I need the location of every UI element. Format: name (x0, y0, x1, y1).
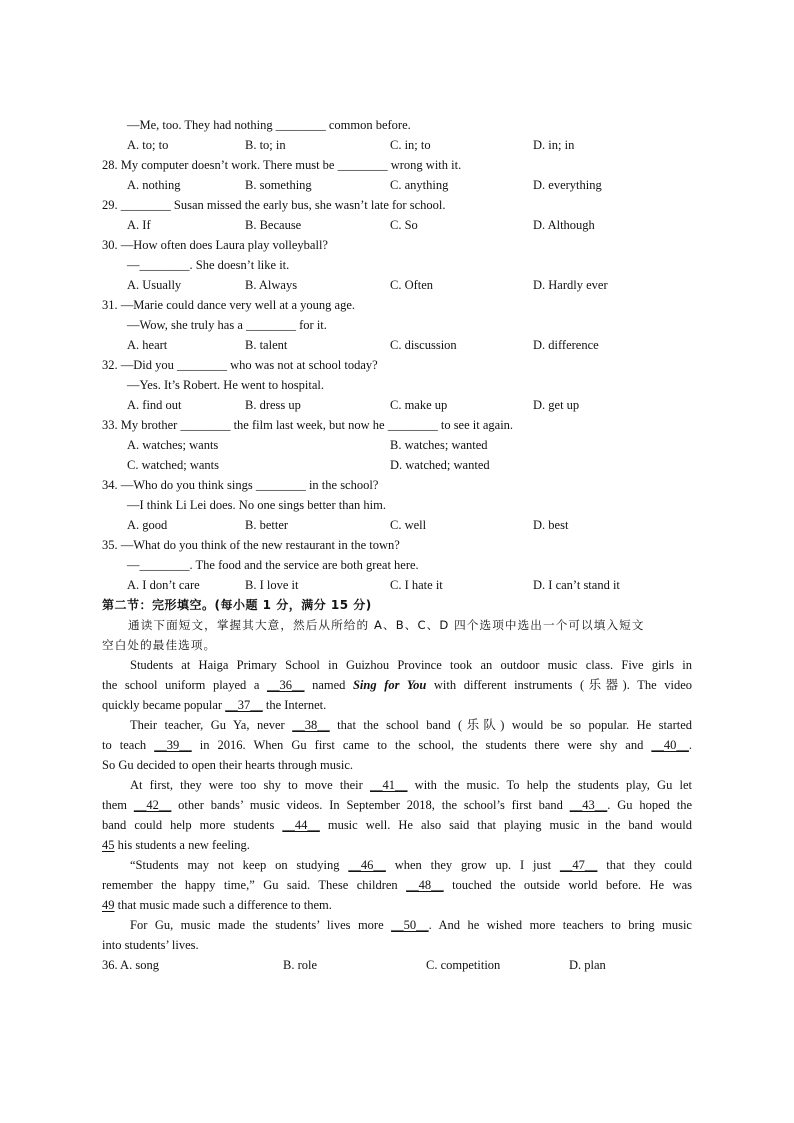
q34-option-c: C. well (390, 518, 427, 532)
q34-option-d: D. best (533, 518, 569, 532)
q31-option-b: B. talent (245, 338, 288, 352)
q31-reply: —Wow, she truly has a ________ for it. (127, 318, 327, 332)
q28-option-d: D. everything (533, 178, 602, 192)
q33-option-a: A. watches; wants (127, 438, 219, 452)
section-title: 第二节：完形填空。(每小题 1 分，满分 15 分) (102, 598, 372, 612)
p3-line-2: them __42__ other bands’ music videos. In September 2018, the school’s first band __43__. Gu hoped the (102, 798, 692, 812)
blank-38: __38__ (292, 718, 330, 732)
p1-line-3: quickly became popular __37__ the Internet. (102, 698, 327, 712)
p4-line-2: remember the happy time,” Gu said. These children __48__ touched the outside world before. He was (102, 878, 692, 892)
blank-39: __39__ (154, 738, 192, 752)
q27-option-d: D. in; in (533, 138, 575, 152)
p3-line-3: band could help more students __44__ music well. He also said that playing music in the band would (102, 818, 692, 832)
p4-line-1: “Students may not keep on studying __46__ when they grow up. I just __47__ that they could (130, 858, 692, 872)
q30-option-c: C. Often (390, 278, 434, 292)
blank-48: __48__ (406, 878, 444, 892)
q32-option-a: A. find out (127, 398, 182, 412)
q28-option-b: B. something (245, 178, 312, 192)
blank-45: 45 (102, 838, 115, 852)
blank-44: __44__ (282, 818, 320, 832)
q30-option-a: A. Usually (127, 278, 182, 292)
q32-option-d: D. get up (533, 398, 580, 412)
q29-option-c: C. So (390, 218, 418, 232)
q29-option-b: B. Because (245, 218, 302, 232)
q27-option-c: C. in; to (390, 138, 431, 152)
q29-option-d: D. Although (533, 218, 595, 232)
q36-option-b: B. role (283, 958, 318, 972)
q35-option-c: C. I hate it (390, 578, 443, 592)
q31-option-a: A. heart (127, 338, 168, 352)
q36-option-c: C. competition (426, 958, 501, 972)
q28-option-a: A. nothing (127, 178, 181, 192)
q35-option-b: B. I love it (245, 578, 299, 592)
q34-option-a: A. good (127, 518, 168, 532)
q27-option-a: A. to; to (127, 138, 169, 152)
q36-option-d: D. plan (569, 958, 606, 972)
blank-49: 49 (102, 898, 115, 912)
song-title: Sing for You (352, 678, 427, 692)
q29-stem: 29. ________ Susan missed the early bus, she wasn’t late for school. (102, 198, 446, 212)
q35-option-d: D. I can’t stand it (533, 578, 620, 592)
p2-line-1: Their teacher, Gu Ya, never __38__ that the school band (乐队) would be so popular. He started (130, 718, 693, 732)
blank-46: __46__ (348, 858, 386, 872)
q33-option-c: C. watched; wants (127, 458, 219, 472)
q32-stem: 32. —Did you ________ who was not at school today? (102, 358, 378, 372)
q31-option-c: C. discussion (390, 338, 457, 352)
instructions-line-2: 空白处的最佳选项。 (102, 638, 217, 652)
blank-41: __41__ (370, 778, 408, 792)
blank-40: __40__ (651, 738, 689, 752)
instructions-line-1: 通读下面短文，掌握其大意，然后从所给的 A、B、C、D 四个选项中选出一个可以填入短文 (128, 618, 645, 632)
q27-option-b: B. to; in (245, 138, 286, 152)
blank-36: __36__ (266, 678, 305, 692)
p4-line-3: 49 that music made such a difference to them. (102, 898, 332, 912)
q27-reply: —Me, too. They had nothing ________ common before. (127, 118, 411, 132)
q33-option-b: B. watches; wanted (390, 438, 488, 452)
q28-option-c: C. anything (390, 178, 449, 192)
q35-reply: —________. The food and the service are both great here. (127, 558, 419, 572)
q30-option-b: B. Always (245, 278, 298, 292)
q33-stem: 33. My brother ________ the film last week, but now he ________ to see it again. (102, 418, 514, 432)
p3-line-1: At first, they were too shy to move their __41__ with the music. To help the students play, Gu let (130, 778, 693, 792)
q32-option-b: B. dress up (245, 398, 301, 412)
q31-option-d: D. difference (533, 338, 599, 352)
q32-reply: —Yes. It’s Robert. He went to hospital. (127, 378, 324, 392)
q31-stem: 31. —Marie could dance very well at a young age. (102, 298, 356, 312)
p5-line-2: into students’ lives. (102, 938, 199, 952)
p5-line-1: For Gu, music made the students’ lives more __50__. And he wished more teachers to bring music (130, 918, 692, 932)
blank-37: __37__ (225, 698, 263, 712)
p3-line-4: 45 his students a new feeling. (102, 838, 250, 852)
q35-stem: 35. —What do you think of the new restaurant in the town? (102, 538, 400, 552)
p2-line-2: to teach __39__ in 2016. When Gu first came to the school, the students there were shy and __40__. (102, 738, 692, 752)
q30-reply: —________. She doesn’t like it. (127, 258, 290, 272)
q34-reply: —I think Li Lei does. No one sings better than him. (127, 498, 386, 512)
q34-stem: 34. —Who do you think sings ________ in the school? (102, 478, 379, 492)
q36-option-a: 36. A. song (102, 958, 159, 972)
q28-stem: 28. My computer doesn’t work. There must be ________ wrong with it. (102, 158, 462, 172)
blank-42: __42__ (133, 798, 172, 812)
q30-stem: 30. —How often does Laura play volleyball? (102, 238, 328, 252)
p1-line-2: the school uniform played a __36__ named Sing for You with different instruments (乐器). The video (102, 678, 692, 692)
q33-option-d: D. watched; wanted (390, 458, 490, 472)
q29-option-a: A. If (127, 218, 151, 232)
q30-option-d: D. Hardly ever (533, 278, 608, 292)
q34-option-b: B. better (245, 518, 289, 532)
blank-47: __47__ (559, 858, 598, 872)
blank-50: __50__ (391, 918, 429, 932)
p2-line-3: So Gu decided to open their hearts through music. (102, 758, 353, 772)
q35-option-a: A. I don’t care (127, 578, 200, 592)
q32-option-c: C. make up (390, 398, 448, 412)
blank-43: __43__ (569, 798, 608, 812)
p1-line-1: Students at Haiga Primary School in Guizhou Province took an outdoor music class. Five girls in (130, 658, 692, 672)
